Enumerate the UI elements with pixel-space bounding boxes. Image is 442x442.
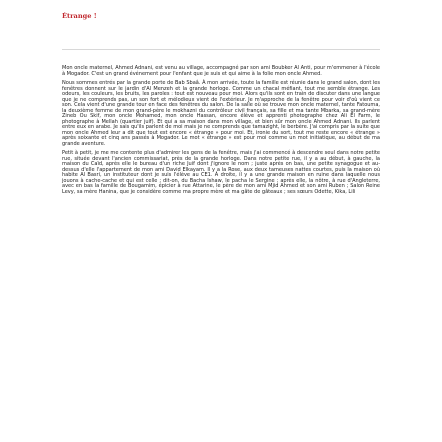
paragraph: Petit à petit, je me me contente plus d'admirer les gens de la fenêtre, mais j'ai commencé à descendre seul dans notre petite rue, située devant l'ancien commissariat, près de la grande horloge. Dans notre petite rue, il y a au début, à gauche, la maison du Caïd, après elle le bureau d'un riche Juif dont j'ignore le nom ; juste après on bas, une petite synagogue et au-dessus d'elle l'appartement de mon ami David Elkayam. Il y a la Rose, aux deux tameuses nattes courtes, puis la maison où habite Al Basri, un instituteur dont je suis l'élève au CE1. À droite, il y a une grande maison en ruine dans laquelle nous jouons à cache-cache et qui est celle ; dit-on, du Bacha Ishaw, le pacha le Sergine ; après elle, la nôtre, à rue d'Angleterre, avec en bas la famille de Bougamim, épicier à rue Attarine, le père de mon ami Mjid Ahmed et son ami Ruben ; Salon Reine Levy, sa mère Hanina, que je considère comme ma propre mère et ma gâte de gâteaux ; ses sœurs Odette, Kika, Lili	[62, 150, 380, 195]
heading-divider	[62, 49, 380, 50]
section-heading: Étrange !	[62, 12, 97, 20]
paragraph: Nous sommes entrés par la grande porte de Bab Sbaâ. À mon arrivée, toute la famille est réunie dans le grand salon, dont les fenêtres donnent sur le jardin d'Al Menzeh et la grande horloge. Comme un chacal méfiant, tout me semble étrange. Les odeurs, les couleurs, les bruits, les paroles : tout est nouveau pour moi. Alors qu'ils sont en train de discuter dans une langue que je ne comprends pas, un son fort et mélodieux vient de l'extérieur. Je m'approche de la fenêtre pour voir d'où vient ce son. Cela vient d'une grande tour en face des fenêtres du salon. De la salle où se trouve mon oncle maternel, tante Fatouma, la deuxième femme de mon grand-père le mokhazni du contrôleur civil français, sa fille et ma tante Mbarka, sa grand-mère Zineb Ou Skif, mon oncle Mohamed, mon oncle Hassan, encore élève et apprenti photographe chez Ali El Farm, le photographe à Mellah (quartier juif). Et qui a sa maison dans mon village, et bien sûr mon oncle Ahmed Adnani. Ils parlent entre eux en arabe. Je sais qu'ils parlent de moi mais je ne comprends que tamazight, le berbère. J'ai compris par la suite que mon oncle Ahmed leur a dit que tout est encore « étrange » pour moi. Et, ironie du sort, tout me reste encore « étrange » après soixante et cinq ans passés à Mogador. Le mot « étrange » est pour moi comme un mot initiatique, au début de ma grande aventure.	[62, 80, 380, 147]
paragraph: Mon oncle maternel, Ahmed Adnani, est venu au village, accompagné par son ami Boubker Al Anti, pour m'emmener à l'école à Mogador. C'est un grand événement pour l'enfant que je suis et qui aime à la folie mon oncle Ahmed.	[62, 65, 380, 77]
